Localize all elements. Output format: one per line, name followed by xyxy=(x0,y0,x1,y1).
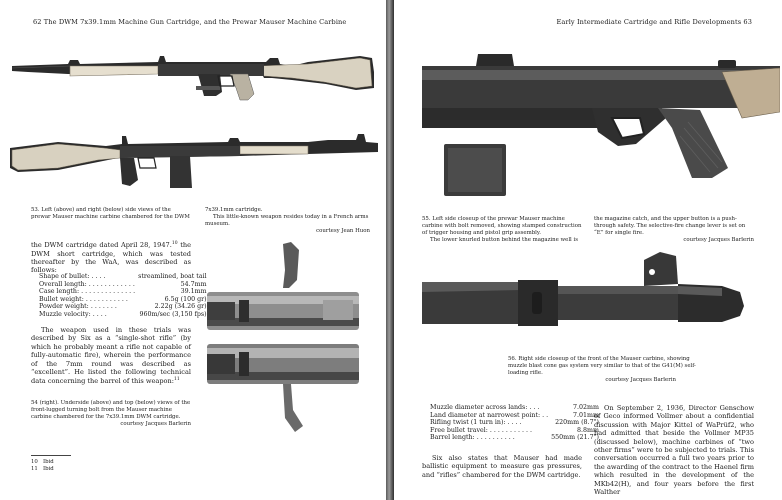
spec-value: 8.8mm xyxy=(576,426,599,434)
spec-value: 6.5g (100 gr) xyxy=(164,295,207,303)
caption-56-text: 56. Right side closeup of the front of the Mauser carbine, showing muzzle blast cone gas system very similar to that of the G41(M) self-loading rifle. xyxy=(508,356,696,376)
footnote-11: 11 Ibid xyxy=(31,465,54,472)
caption-56 xyxy=(508,356,698,384)
spec-value: 39.1mm xyxy=(180,288,207,296)
bolt-underside-photo xyxy=(207,242,359,330)
book-gutter xyxy=(386,0,394,500)
spec-label: Bullet weight: . . . . . . . . . . . xyxy=(39,295,128,303)
left-running-header: 62 The DWM 7x39.1mm Machine Gun Cartridge, and the Prewar Mauser Machine Carbine xyxy=(33,18,347,26)
spec-value: 220mm (8.7") xyxy=(555,419,599,427)
carbine-right-side-photo xyxy=(8,128,380,206)
spec-value: 7.01mm xyxy=(572,411,599,419)
right-paragraph-left: Six also states that Mauser had made ballistic equipment to measure gas pressures, and “rifles” chambered for the DWM cartridge. xyxy=(422,454,582,479)
spec-row xyxy=(39,281,207,289)
carbine-left-side-photo xyxy=(8,48,380,123)
spec-row xyxy=(39,273,207,281)
caption-53-cont-line1: 7x39.1mm cartridge. xyxy=(205,207,263,213)
caption-53: 53. Left (above) and right (below) side views of the prewar Mauser machine carbine chambered for the DWM xyxy=(31,207,190,220)
spec-value: streamlined, boat tail xyxy=(138,273,207,280)
footnotes xyxy=(31,459,54,473)
spec-value: 550mm (21.7") xyxy=(551,434,599,442)
spec-value: 54.7mm xyxy=(180,280,207,288)
caption-55-credit: courtesy Jacques Barlerin xyxy=(683,236,754,243)
caption-53-credit: courtesy Jean Huon xyxy=(316,227,370,234)
footnote-rule xyxy=(31,455,71,456)
spec-value: 960m/sec (3,150 fps) xyxy=(139,310,207,318)
spec-label: Shape of bullet: . . . . xyxy=(39,273,106,280)
caption-55-text-b: The lower knurled button behind the magazine well is xyxy=(430,236,578,243)
caption-55-text: 55. Left side closeup of the prewar Mauser machine carbine with bolt removed, showing stamped construction of trigger housing and pistol grip assembly. xyxy=(422,216,582,236)
caption-54-text: 54 (right). Underside (above) and top (below) views of the front-lugged turning bolt from the Mauser machine carbine chambered for the 7x39.1mm DWM cartridge. xyxy=(31,400,191,420)
right-paragraph-right: On September 2, 1936, Director Genschow of Geco informed Vollmer about a confidential discussion with Major Kittel of WaPrüf2, who had admitted that beside the Vollmer MP35 (discussed below), machine carbines of “two other firms” were to be subjected to trials. This conversation occurred a full two years prior to the awarding of the contract to the Haenel firm which resulted in the development of the MKb42(H), and four years before the first Walther xyxy=(594,404,754,497)
cartridge-spec-table xyxy=(39,273,207,319)
spec-label: Overall length: . . . . . . . . . . . . xyxy=(39,280,135,288)
spec-row xyxy=(39,311,207,319)
footnote-ref-10: 10 xyxy=(171,241,178,246)
left-paragraph-1 xyxy=(31,240,191,275)
muzzle-closeup-photo xyxy=(422,250,752,350)
spec-label: Land diameter at narrowest point: . . xyxy=(430,411,549,419)
spec-row xyxy=(430,404,599,412)
caption-56-credit: courtesy Jacques Barlerin xyxy=(605,376,676,383)
caption-53-cont-line2: This little-known weapon resides today in a French arms museum. xyxy=(205,213,369,227)
spec-value: 7.02mm xyxy=(572,404,599,411)
bolt-photos xyxy=(203,240,363,436)
spec-row xyxy=(430,412,599,420)
footnote-10: 10 Ibid xyxy=(31,459,54,465)
caption-54-credit: courtesy Jacques Barlerin xyxy=(120,420,191,427)
bolt-top-photo xyxy=(207,344,359,432)
para1-text-b: the DWM short cartridge, which was tested thereafter by the WaA, was described as follows: xyxy=(31,241,191,275)
spec-label: Powder weight: . . . . . . . xyxy=(39,303,117,311)
spec-row xyxy=(39,288,207,296)
spec-label: Muzzle diameter across lands: . . . xyxy=(430,404,540,411)
footnote-ref-11: 11 xyxy=(174,377,180,383)
spec-label: Case length: . . . . . . . . . . . . . . xyxy=(39,288,136,296)
spec-row xyxy=(430,427,599,435)
barrel-spec-table xyxy=(430,404,599,442)
spec-label: Rifling twist (1 turn in): . . . . xyxy=(430,419,522,427)
spec-row xyxy=(430,434,599,442)
caption-55 xyxy=(422,216,582,244)
para1-text: the DWM cartridge dated April 28, 1947. xyxy=(31,241,172,250)
right-page xyxy=(394,0,782,500)
caption-53-continued xyxy=(205,207,370,235)
right-running-header: Early Intermediate Cartridge and Rifle Developments 63 xyxy=(556,18,752,26)
spec-row xyxy=(39,303,207,311)
caption-55-continued xyxy=(594,216,754,244)
spec-label: Free bullet travel: . . . . . . . . . . . xyxy=(430,426,532,434)
spec-row xyxy=(430,419,599,427)
para2-text: The weapon used in these trials was described by Six as a “single-shot rifle” (by which he probably meant a rifle not capable of fully-automatic fire), wherein the performance of the 7mm round was described as “excellent”. He listed the following technical data concerning the barrel of this weapon: xyxy=(31,326,191,386)
spec-row xyxy=(39,296,207,304)
spec-label: Muzzle velocity: . . . . xyxy=(39,310,107,318)
left-page xyxy=(0,0,386,500)
caption-54 xyxy=(31,400,191,428)
receiver-closeup-photo xyxy=(422,48,780,208)
spec-value: 2.22g (34.26 gr) xyxy=(154,303,207,311)
spec-label: Barrel length: . . . . . . . . . . xyxy=(430,434,515,442)
caption-55-text-c: the magazine catch, and the upper button is a push-through safety. The selective-fire change lever is set on “E” for single fire. xyxy=(594,216,746,236)
left-paragraph-2 xyxy=(31,326,191,386)
